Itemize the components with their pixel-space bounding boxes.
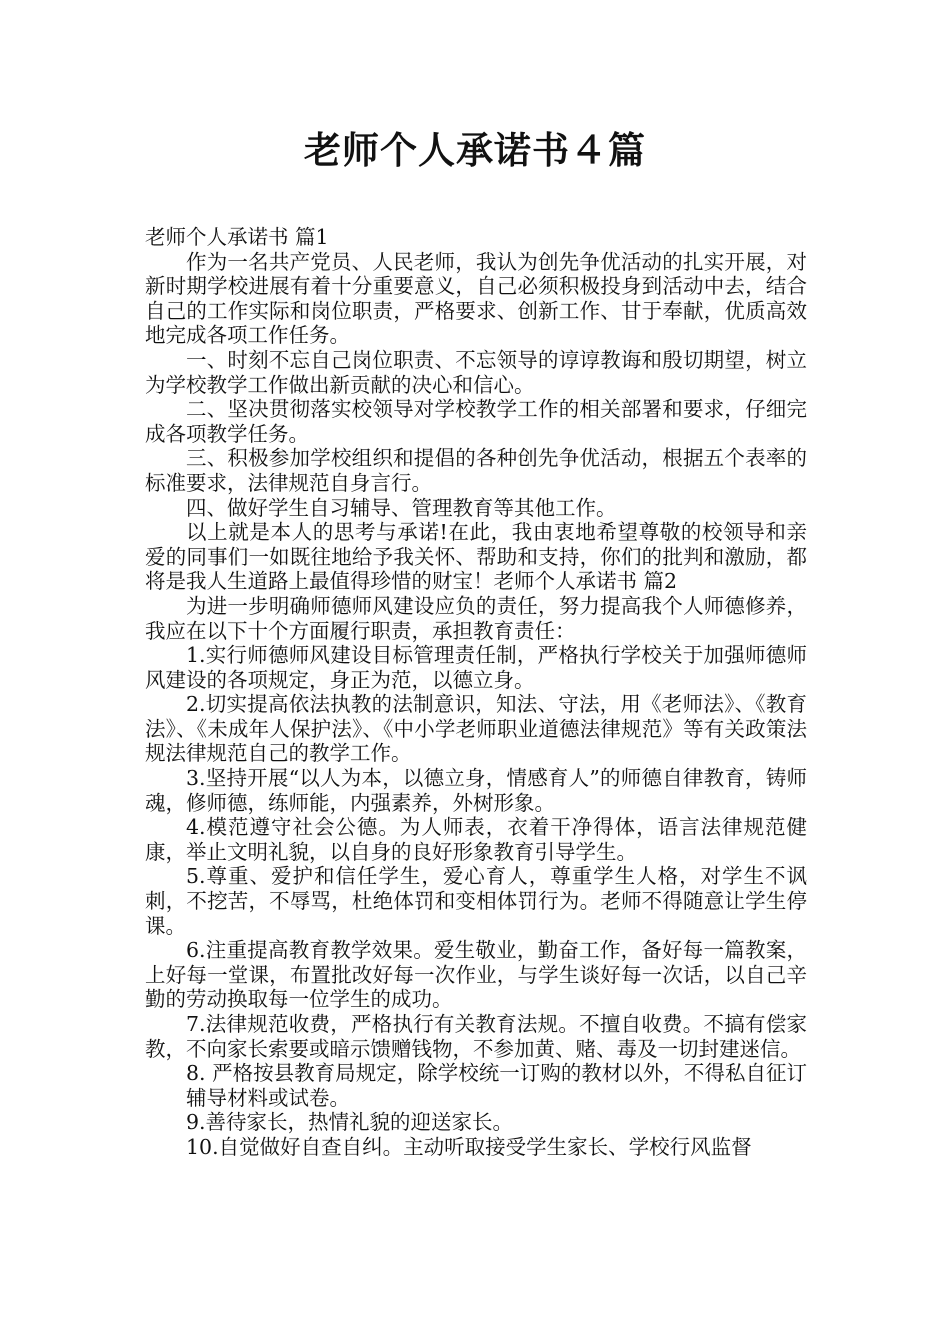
- body-paragraph: 3.坚持开展“以人为本，以德立身，情感育人”的师德自律教育，铸师魂，修师德，练师能，内强素养，外树形象。: [145, 766, 807, 815]
- body-paragraph: 老师个人承诺书 篇1: [145, 225, 329, 249]
- document-body: [145, 225, 807, 1160]
- body-paragraph: 以上就是本人的思考与承诺!在此，我由衷地希望尊敬的校领导和亲爱的同事们一如既往地给予我关怀、帮助和支持，你们的批判和激励，都将是我人生道路上最值得珍惜的财宝！老师个人承诺书 篇2: [145, 520, 807, 594]
- body-paragraph: 2.切实提高依法执教的法制意识，知法、守法，用《老师法》、《教育法》、《未成年人保护法》、《中小学老师职业道德法律规范》等有关政策法规法律规范自己的教学工作。: [145, 692, 807, 766]
- body-paragraph: 作为一名共产党员、人民老师，我认为创先争优活动的扎实开展，对新时期学校进展有着十分重要意义，自己必须积极投身到活动中去，结合自己的工作实际和岗位职责，严格要求、创新工作、甘于奉献，优质高效地完成各项工作任务。: [145, 249, 807, 348]
- body-paragraph: 4.模范遵守社会公德。为人师表，衣着干净得体，语言法律规范健康，举止文明礼貌，以自身的良好形象教育引导学生。: [145, 815, 807, 864]
- body-paragraph: 为进一步明确师德师风建设应负的责任，努力提高我个人师德修养，我应在以下十个方面履行职责，承担教育责任：: [145, 593, 807, 643]
- body-paragraph: 8. 严格按县教育局规定，除学校统一订购的教材以外，不得私自征订辅导材料或试卷。: [186, 1061, 807, 1110]
- body-paragraph: 9.善待家长，热情礼貌的迎送家长。: [186, 1110, 514, 1135]
- body-paragraph: 6.注重提高教育教学效果。爱生敬业，勤奋工作，备好每一篇教案，上好每一堂课，布置批改好每一次作业，与学生谈好每一次话，以自己辛勤的劳动换取每一位学生的成功。: [145, 938, 807, 1012]
- body-paragraph: 10.自觉做好自查自纠。主动听取接受学生家长、学校行风监督: [186, 1134, 752, 1159]
- body-paragraph: 四、做好学生自习辅导、管理教育等其他工作。: [186, 495, 617, 520]
- body-paragraph: 1.实行师德师风建设目标管理责任制，严格执行学校关于加强师德师风建设的各项规定，身正为范，以德立身。: [145, 643, 807, 692]
- body-paragraph: 5.尊重、爱护和信任学生，爱心育人，尊重学生人格，对学生不讽刺，不挖苦，不辱骂，杜绝体罚和变相体罚行为。老师不得随意让学生停课。: [145, 864, 807, 938]
- body-paragraph: 7.法律规范收费，严格执行有关教育法规。不擅自收费。不搞有偿家教，不向家长索要或暗示馈赠钱物，不参加黄、赌、毒及一切封建迷信。: [145, 1012, 807, 1061]
- body-paragraph: 二、坚决贯彻落实校领导对学校教学工作的相关部署和要求，仔细完成各项教学任务。: [145, 397, 807, 446]
- body-paragraph: 三、积极参加学校组织和提倡的各种创先争优活动，根据五个表率的标准要求，法律规范自身言行。: [145, 446, 807, 495]
- body-paragraph: 一、时刻不忘自己岗位职责、不忘领导的谆谆教诲和殷切期望，树立为学校教学工作做出新贡献的决心和信心。: [145, 347, 807, 397]
- document-title: 老师个人承诺书４篇: [304, 129, 646, 172]
